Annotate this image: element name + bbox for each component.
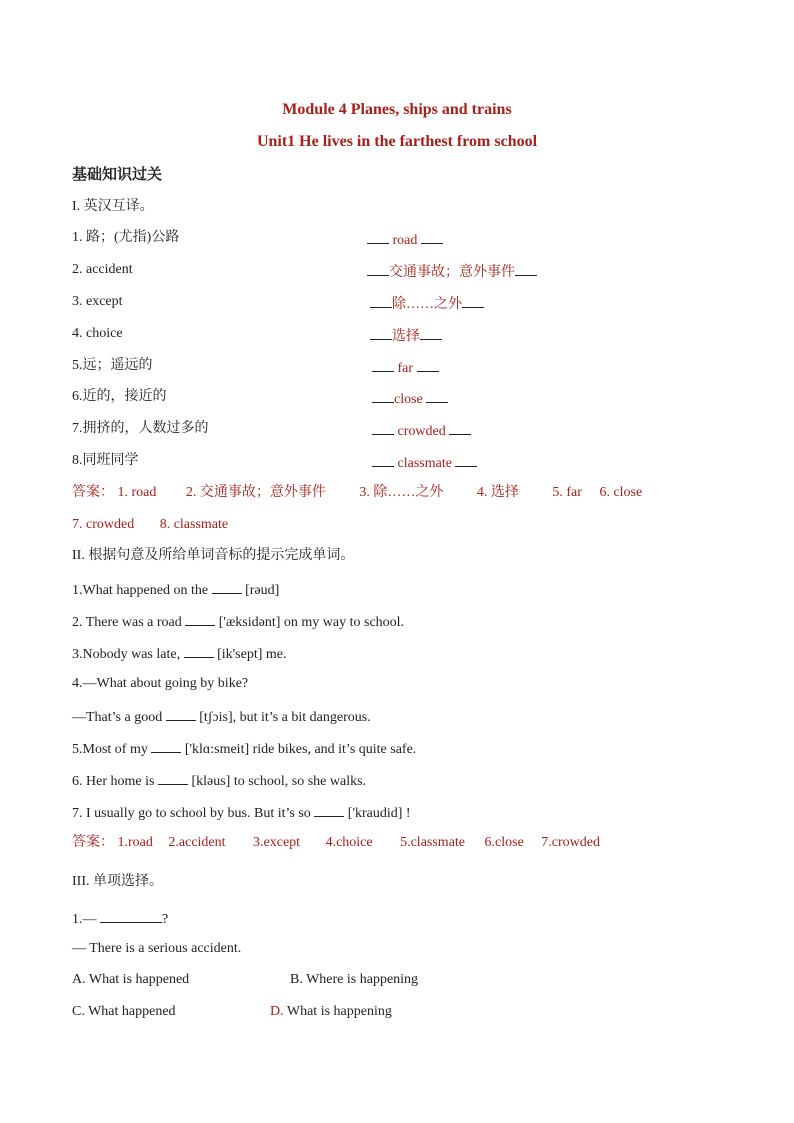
part2-q7-blank xyxy=(314,802,344,817)
part1-answer-2: 2. 交通事故；意外事件 xyxy=(185,485,326,500)
part2-q6 xyxy=(72,770,366,791)
part2-q6-blank xyxy=(158,770,188,785)
part2-q2 xyxy=(72,611,404,632)
part1-item-7-answer-text: crowded xyxy=(397,424,446,439)
part1-item-3-left: 3. except xyxy=(72,294,123,309)
part2-answer-3: 3.except xyxy=(253,835,301,850)
part1-item-6-answer-text: close xyxy=(394,392,423,407)
part1-item-2-left: 2. accident xyxy=(72,262,133,277)
part2-answer-label: 答案： xyxy=(72,835,114,850)
part3-q1-suffix: ? xyxy=(162,912,169,927)
part1-answer-label: 答案： xyxy=(72,485,114,500)
part1-answers-line2 xyxy=(72,516,228,534)
part2-q3-blank xyxy=(184,643,214,658)
part1-item-1-answer xyxy=(367,229,443,250)
part2-q3 xyxy=(72,643,287,664)
part2-q3-text: 3.Nobody was late, xyxy=(72,647,181,662)
part2-q7-text: 7. I usually go to school by bus. But it’s so xyxy=(72,806,311,821)
part1-item-5-answer xyxy=(372,357,439,378)
part1-item-8-answer xyxy=(372,452,477,473)
part1-item-2-answer xyxy=(367,261,537,282)
part1-item-7-left: 7.拥挤的，人数过多的 xyxy=(72,421,209,436)
section-header: 基础知识过关 xyxy=(72,167,163,183)
part2-q5-blank xyxy=(151,738,181,753)
part2-q1 xyxy=(72,579,279,600)
part1-item-5-answer-text: far xyxy=(397,361,414,376)
part1-item-1-left: 1. 路；(尤指)公路 xyxy=(72,230,180,245)
part1-answer-3: 3. 除……之外 xyxy=(359,485,444,500)
part1-item-5-left: 5.远；遥远的 xyxy=(72,358,153,373)
part2-q4b-text: —That’s a good xyxy=(72,710,163,725)
part2-answers xyxy=(72,834,600,852)
part3-option-d-text: What is happening xyxy=(283,1004,392,1019)
part1-item-4-answer-text: 选择 xyxy=(392,329,420,344)
part1-item-1-answer-text: road xyxy=(392,233,418,248)
part3-option-b: B. Where is happening xyxy=(290,972,419,987)
part1-item-7-answer xyxy=(372,420,471,441)
part1-answer-6: 6. close xyxy=(599,485,643,500)
part3-q1-prefix: 1.— xyxy=(72,912,97,927)
part3-option-c: C. What happened xyxy=(72,1004,176,1019)
part2-q7-phonetic: ['kraudid] ! xyxy=(347,806,411,821)
part2-q4b xyxy=(72,706,371,727)
part1-answer-8: 8. classmate xyxy=(159,517,229,532)
part2-q2-blank xyxy=(185,611,215,626)
part2-answer-4: 4.choice xyxy=(325,835,373,850)
part2-q2-text: 2. There was a road xyxy=(72,615,182,630)
part1-item-6-left: 6.近的，接近的 xyxy=(72,389,167,404)
part2-q5-text: 5.Most of my xyxy=(72,742,148,757)
part2-q4b-blank xyxy=(166,706,196,721)
part1-item-6-answer xyxy=(372,388,448,409)
part2-answer-7: 7.crowded xyxy=(541,835,600,850)
part2-q6-phonetic: [kləus] to school, so she walks. xyxy=(191,774,367,789)
part1-answer-4: 4. 选择 xyxy=(476,485,519,500)
part1-item-3-answer xyxy=(370,293,484,314)
page-subtitle: Unit1 He lives in the farthest from school xyxy=(256,133,538,150)
part2-answer-5: 5.classmate xyxy=(400,835,466,850)
part2-q5 xyxy=(72,738,416,759)
part2-answer-6: 6.close xyxy=(484,835,524,850)
part2-heading: II. 根据句意及所给单词音标的提示完成单词。 xyxy=(72,548,355,563)
part1-heading: I. 英汉互译。 xyxy=(72,199,154,214)
part3-heading: III. 单项选择。 xyxy=(72,874,163,889)
part2-q3-phonetic: [ik'sept] me. xyxy=(217,647,287,662)
part1-answers-line1 xyxy=(72,484,642,502)
part1-answer-5: 5. far xyxy=(552,485,582,500)
part1-item-2-answer-text: 交通事故；意外事件 xyxy=(389,265,515,280)
part2-q5-phonetic: ['klɑ:smeit] ride bikes, and it’s quite safe. xyxy=(184,742,417,757)
part3-q1 xyxy=(72,908,168,929)
part3-option-a: A. What is happened xyxy=(72,972,190,987)
page-title: Module 4 Planes, ships and trains xyxy=(282,101,512,118)
part1-item-8-answer-text: classmate xyxy=(397,456,452,471)
part1-answer-1: 1. road xyxy=(117,485,157,500)
part1-item-4-left: 4. choice xyxy=(72,326,123,341)
part2-q4a: 4.—What about going by bike? xyxy=(72,676,249,691)
part2-q1-phonetic: [rəud] xyxy=(245,583,280,598)
part1-item-3-answer-text: 除……之外 xyxy=(392,297,462,312)
part2-answer-2: 2.accident xyxy=(168,835,226,850)
part2-answer-1: 1.road xyxy=(117,835,153,850)
part2-q4b-phonetic: [tʃɔis], but it’s a bit dangerous. xyxy=(199,710,371,725)
part1-answer-7: 7. crowded xyxy=(72,517,135,532)
part2-q7 xyxy=(72,802,411,823)
part2-q2-phonetic: ['æksidənt] on my way to school. xyxy=(218,615,405,630)
part2-q6-text: 6. Her home is xyxy=(72,774,155,789)
part3-q1-reply: — There is a serious accident. xyxy=(72,941,242,956)
part3-option-d-letter: D. xyxy=(270,1004,284,1019)
part2-q1-text: 1.What happened on the xyxy=(72,583,209,598)
part3-q1-blank xyxy=(100,908,162,923)
part3-option-d xyxy=(270,1003,392,1021)
part1-item-8-left: 8.同班同学 xyxy=(72,453,139,468)
part1-item-4-answer xyxy=(370,325,442,346)
part2-q1-blank xyxy=(212,579,242,594)
